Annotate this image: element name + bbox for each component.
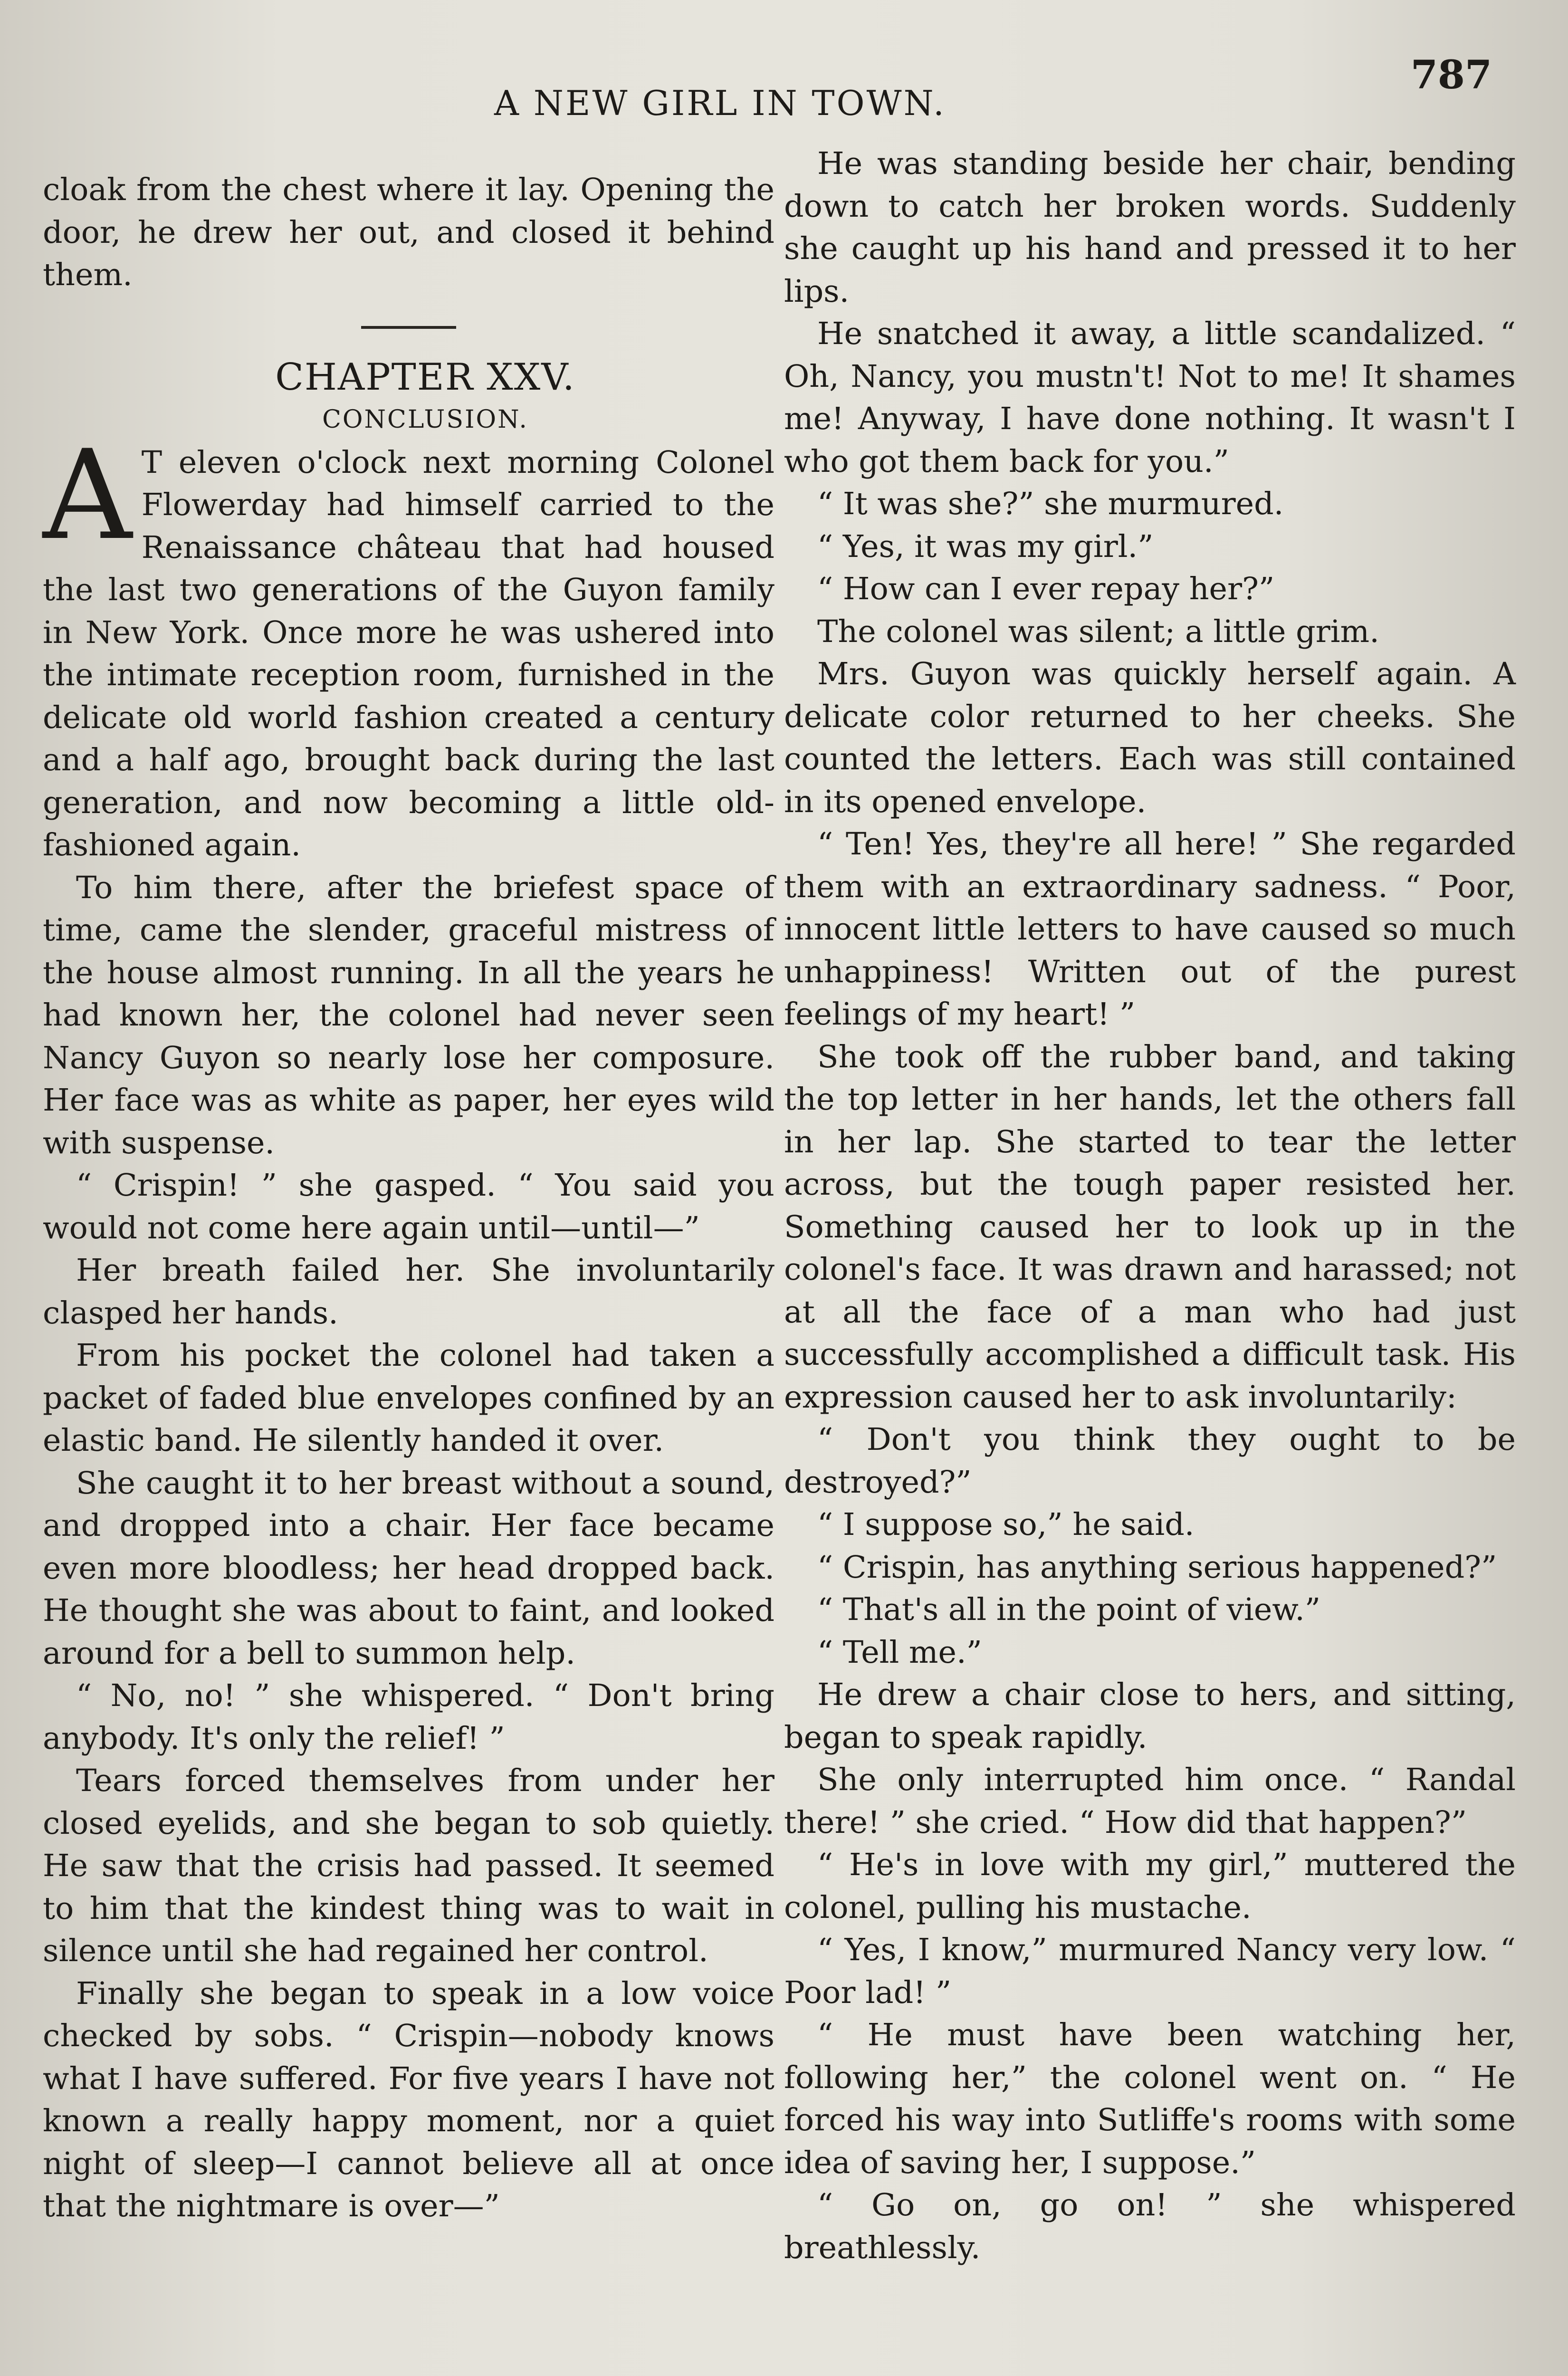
paragraph: “ Go on, go on! ” she whispered breathlessly.	[784, 2187, 1516, 2266]
paragraph	[43, 423, 774, 867]
paragraph: “ Crispin! ” she gasped. “ You said you would not come here again until—until—”	[43, 1168, 774, 1246]
paragraph: Finally she began to speak in a low voice checked by sobs. “ Crispin—nobody knows what I have suffered. For five years I have not known a really happy moment, nor a quiet night of sleep—I cannot believe all at once that the nightmare is over—”	[43, 1975, 774, 2224]
drop-cap: A	[43, 423, 132, 567]
paragraph: “ He's in love with my girl,” muttered the colonel, pulling his mustache.	[784, 1847, 1516, 1926]
paragraph: Tears forced themselves from under her closed eyelids, and she began to sob quietly. He saw that the crisis had passed. It seemed to him that the kindest thing was to wait in silence until she had regained her control.	[43, 1763, 774, 1969]
paragraph: Her breath failed her. She involuntarily clasped her hands.	[43, 1253, 774, 1331]
page-number: 787	[1410, 52, 1492, 98]
paragraph: From his pocket the colonel had taken a packet of faded blue envelopes confined by an elastic band. He silently handed it over.	[43, 1338, 774, 1458]
paragraph: “ That's all in the point of view.”	[817, 1592, 1321, 1628]
paragraph: “ Yes, it was my girl.”	[817, 528, 1154, 565]
chapter-heading: CHAPTER XXV.	[275, 355, 575, 399]
paragraph: The colonel was silent; a little grim.	[817, 613, 1379, 650]
paragraph: She only interrupted him once. “ Randal there! ” she cried. “ How did that happen?”	[784, 1762, 1516, 1840]
paragraph: “ Ten! Yes, they're all here! ” She regarded them with an extraordinary sadness. “ Poor, innocent little letters to have caused so much unhappiness! Written out of the purest feelings of my heart! ”	[784, 826, 1516, 1032]
paragraph: “ Crispin, has anything serious happened?”	[817, 1549, 1497, 1585]
paragraph: He snatched it away, a little scandalized. “ Oh, Nancy, you mustn't! Not to me! It shames me! Anyway, I have done nothing. It wasn't I who got them back for you.”	[784, 316, 1516, 479]
paragraph: “ Yes, I know,” murmured Nancy very low. “ Poor lad! ”	[784, 1932, 1516, 2011]
paragraph: “ He must have been watching her, following her,” the colonel went on. “ He forced his way into Sutliffe's rooms with some idea of saving her, I suppose.”	[784, 2017, 1516, 2181]
paragraph: “ It was she?” she murmured.	[817, 486, 1284, 522]
paragraph: “ How can I ever repay her?”	[817, 571, 1275, 607]
running-header: A NEW GIRL IN TOWN.	[494, 83, 946, 123]
chapter-subtitle: CONCLUSION.	[322, 405, 528, 434]
paragraph: cloak from the chest where it lay. Opening the door, he drew her out, and closed it behind them.	[43, 172, 774, 293]
paragraph: She caught it to her breast without a sound, and dropped into a chair. Her face became even more bloodless; her head dropped back. He thought she was about to faint, and looked around for a bell to summon help.	[43, 1465, 774, 1671]
paragraph: “ Don't you think they ought to be destroyed?”	[784, 1422, 1516, 1500]
left-column	[43, 169, 774, 2228]
paragraph: She took off the rubber band, and taking the top letter in her hands, let the others fall in her lap. She started to tear the letter across, but the tough paper resisted her. Something caused her to look up in the colonel's face. It was drawn and harassed; not at all the face of a man who had just successfully accomplished a difficult task. His expression caused her to ask involuntarily:	[784, 1039, 1516, 1415]
paragraph: “ I suppose so,” he said.	[817, 1507, 1195, 1542]
paragraph: “ No, no! ” she whispered. “ Don't bring anybody. It's only the relief! ”	[43, 1678, 774, 1756]
paragraph: To him there, after the briefest space of time, came the slender, graceful mistress of the house almost running. In all the years he had known her, the colonel had never seen Nancy Guyon so nearly lose her composure. Her face was as white as paper, her eyes wild with suspense.	[43, 870, 774, 1161]
paragraph: Mrs. Guyon was quickly herself again. A delicate color returned to her cheeks. She counted the letters. Each was still contained in its opened envelope.	[784, 656, 1516, 820]
paragraph-text: T eleven o'clock next morning Colonel Flowerday had himself carried to the Renaissance château that had housed the last two generations of the Guyon family in New York. Once more he was ushered into the intimate reception room, furnished in the delicate old world fashion created a century and a half ago, brought back during the last generation, and now becoming a little old-fashioned again.	[43, 444, 774, 863]
section-divider	[361, 326, 456, 329]
paragraph: “ Tell me.”	[817, 1634, 982, 1670]
right-column	[784, 143, 1516, 2269]
paragraph: He drew a chair close to hers, and sitting, began to speak rapidly.	[784, 1677, 1516, 1755]
paragraph: He was standing beside her chair, bending down to catch her broken words. Suddenly she caught up his hand and pressed it to her lips.	[784, 146, 1516, 309]
